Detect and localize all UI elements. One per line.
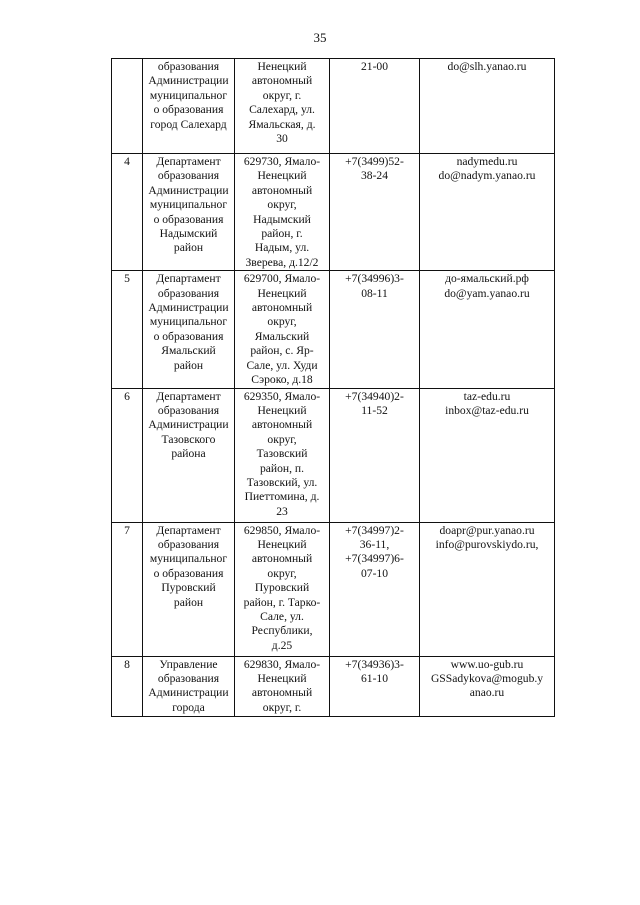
organization-name-line: Администрации xyxy=(148,418,229,432)
address-line: 629350, Ямало- xyxy=(243,389,321,403)
address-cell xyxy=(235,59,330,154)
organization-name-line: муниципальног xyxy=(149,88,228,102)
organization-name-line: Департамент xyxy=(156,155,221,168)
address-line: автономный xyxy=(251,686,313,700)
organization-name-line: образования xyxy=(157,671,220,685)
address-line: Ненецкий xyxy=(257,537,307,551)
row-number-cell: 4 xyxy=(112,154,143,271)
address-line: автономный xyxy=(251,74,313,88)
organization-name-line: Администрации xyxy=(148,686,229,700)
website-email-cell xyxy=(420,388,555,522)
address-line: автономный xyxy=(251,552,313,566)
row-number-cell: 6 xyxy=(112,388,143,522)
table-row xyxy=(112,388,555,522)
organizations-table xyxy=(111,58,555,717)
organization-name-line: Администрации xyxy=(148,74,229,88)
address-line: Надым, ул. xyxy=(254,241,310,255)
address-line: округ, xyxy=(267,198,297,212)
address-line: район, г. Тарко- xyxy=(243,595,321,609)
address-line: автономный xyxy=(251,418,313,432)
organization-name-line: образования xyxy=(157,169,220,183)
address-line: автономный xyxy=(251,183,313,197)
website-email-line: до-ямальский.рф xyxy=(445,272,529,286)
address-line: 629850, Ямало- xyxy=(243,523,321,537)
website-email-cell xyxy=(420,154,555,271)
phone-line: +7(34996)3- xyxy=(345,272,404,286)
address-line: округ, г. xyxy=(262,88,302,102)
website-email-line: info@purovskiydo.ru, xyxy=(435,537,539,551)
phone-line: +7(34936)3- xyxy=(345,657,404,671)
phone-cell xyxy=(330,522,420,656)
organization-name-line: образования xyxy=(157,286,220,300)
organization-name-cell xyxy=(143,154,235,271)
organization-name-line: Администрации xyxy=(148,183,229,197)
address-line: Ямальская, д. xyxy=(248,117,316,131)
address-line: Надымский xyxy=(253,212,311,226)
address-cell xyxy=(235,271,330,388)
table-row xyxy=(112,522,555,656)
organization-name-line: района xyxy=(171,447,206,461)
organization-name-line: Тазовского xyxy=(161,432,216,446)
address-line: район, г. xyxy=(261,227,303,241)
organization-name-cell xyxy=(143,271,235,388)
address-line: округ, xyxy=(267,432,297,446)
address-line: район, п. xyxy=(259,461,305,475)
organization-name-line: образования xyxy=(157,537,220,551)
address-line: Пуровский xyxy=(254,581,310,595)
organization-name-line: образования xyxy=(157,60,220,73)
table-row xyxy=(112,656,555,716)
row-number-cell: 8 xyxy=(112,656,143,716)
organization-name-line: муниципальног xyxy=(149,198,228,212)
organization-name-line: город Салехард xyxy=(150,117,227,131)
organization-name-line: Надымский xyxy=(159,227,218,241)
organization-name-line: о образования xyxy=(153,329,224,343)
organization-name-line: Департамент xyxy=(156,272,221,286)
address-line: Сэроко, д.18 xyxy=(251,373,313,387)
address-line: Ямальский xyxy=(254,329,310,343)
organization-name-line: муниципальног xyxy=(149,552,228,566)
organization-name-line: о образования xyxy=(153,212,224,226)
phone-line: 61-10 xyxy=(360,671,389,685)
website-email-cell xyxy=(420,522,555,656)
organization-name-cell xyxy=(143,59,235,154)
address-line: автономный xyxy=(251,301,313,315)
website-email-cell xyxy=(420,59,555,154)
phone-cell xyxy=(330,271,420,388)
page-number: 35 xyxy=(313,30,327,45)
address-line: округ, xyxy=(267,566,297,580)
phone-line: +7(3499)52- xyxy=(345,155,404,168)
website-email-cell xyxy=(420,656,555,716)
table-row xyxy=(112,59,555,154)
phone-line: 07-10 xyxy=(360,566,389,580)
address-line: 30 xyxy=(276,132,288,146)
organization-name-cell xyxy=(143,656,235,716)
address-line: Ненецкий xyxy=(257,671,307,685)
phone-cell xyxy=(330,388,420,522)
address-line: Ненецкий xyxy=(257,60,307,73)
organization-name-line: район xyxy=(173,595,204,609)
phone-line: 21-00 xyxy=(360,60,389,73)
address-line: 629700, Ямало- xyxy=(243,272,321,286)
website-email-line: do@slh.yanao.ru xyxy=(447,60,527,73)
website-email-cell xyxy=(420,271,555,388)
address-line: Сале, ул. xyxy=(260,609,304,623)
phone-line: 08-11 xyxy=(361,286,388,300)
address-line: район, с. Яр- xyxy=(250,344,314,358)
address-cell xyxy=(235,522,330,656)
row-number-cell xyxy=(112,59,143,154)
address-line: Сале, ул. Худи xyxy=(246,358,318,372)
website-email-line: do@yam.yanao.ru xyxy=(444,286,530,300)
phone-line: +7(34997)2- xyxy=(345,523,404,537)
organization-name-line: Управление xyxy=(159,657,218,671)
phone-line: 36-11, xyxy=(359,537,390,551)
website-email-line: GSSadykova@mogub.y xyxy=(430,671,544,685)
organization-name-line: район xyxy=(173,358,204,372)
address-line: Ненецкий xyxy=(257,403,307,417)
address-line: Тазовский xyxy=(256,447,308,461)
phone-cell xyxy=(330,656,420,716)
address-cell xyxy=(235,656,330,716)
address-cell xyxy=(235,154,330,271)
address-line: округ, xyxy=(267,315,297,329)
address-line: 629830, Ямало- xyxy=(243,657,321,671)
address-line: д.25 xyxy=(271,638,293,652)
table-row xyxy=(112,154,555,271)
website-email-line: anao.ru xyxy=(469,686,505,700)
phone-line: +7(34997)6- xyxy=(345,552,404,566)
address-line: Ненецкий xyxy=(257,286,307,300)
address-line: Тазовский, ул. xyxy=(246,475,318,489)
website-email-line: www.uo-gub.ru xyxy=(450,657,524,671)
organization-name-line: города xyxy=(172,700,205,714)
organization-name-line: Администрации xyxy=(148,301,229,315)
phone-cell xyxy=(330,154,420,271)
phone-line: 11-52 xyxy=(361,403,388,417)
organization-name-line: образования xyxy=(157,403,220,417)
organization-name-line: муниципальног xyxy=(149,315,228,329)
organization-name-line: Пуровский xyxy=(161,581,216,595)
address-line: округ, г. xyxy=(262,700,302,714)
address-cell xyxy=(235,388,330,522)
organization-name-line: Департамент xyxy=(156,523,221,537)
phone-cell xyxy=(330,59,420,154)
address-line: Ненецкий xyxy=(257,169,307,183)
row-number-cell: 7 xyxy=(112,522,143,656)
address-line: Республики, xyxy=(251,624,313,638)
website-email-line: do@nadym.yanao.ru xyxy=(438,169,536,183)
website-email-line: doapr@pur.yanao.ru xyxy=(439,523,535,537)
organization-name-cell xyxy=(143,388,235,522)
organization-name-line: о образования xyxy=(153,103,224,117)
organization-name-line: район xyxy=(173,241,204,255)
website-email-line: nadymedu.ru xyxy=(456,155,518,168)
row-number-cell: 5 xyxy=(112,271,143,388)
address-line: 629730, Ямало- xyxy=(243,155,321,168)
organization-name-cell xyxy=(143,522,235,656)
phone-line: +7(34940)2- xyxy=(345,389,404,403)
organization-name-line: Департамент xyxy=(156,389,221,403)
address-line: Пиеттомина, д. xyxy=(244,490,320,504)
website-email-line: taz-edu.ru xyxy=(463,389,511,403)
organization-name-line: о образования xyxy=(153,566,224,580)
organization-name-line: Ямальский xyxy=(161,344,216,358)
address-line: Салехард, ул. xyxy=(249,103,315,117)
phone-line: 38-24 xyxy=(360,169,389,183)
address-line: 23 xyxy=(276,504,288,518)
website-email-line: inbox@taz-edu.ru xyxy=(445,403,529,417)
address-line: Зверева, д.12/2 xyxy=(245,255,319,269)
table-row xyxy=(112,271,555,388)
